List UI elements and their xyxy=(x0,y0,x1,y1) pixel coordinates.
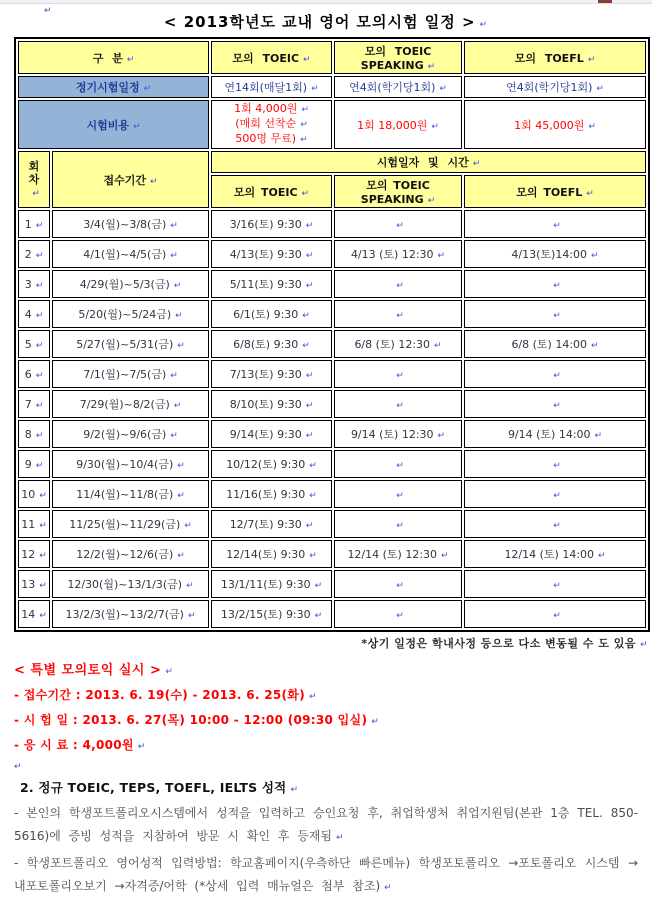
period-cell: 9/30(월)~10/4(금) ↵ xyxy=(52,450,209,478)
speaking-cell: 6/8 (토) 12:30 ↵ xyxy=(334,330,462,358)
header-mock-toeic-speaking: 모의 TOEIC SPEAKING ↵ xyxy=(334,41,462,74)
toeic-cell: 12/14(토) 9:30 ↵ xyxy=(211,540,332,568)
toeic-cell: 11/16(토) 9:30 ↵ xyxy=(211,480,332,508)
toefl-cell xyxy=(464,510,646,538)
schedule-footnote: *상기 일정은 학내사정 등으로 다소 변동될 수 도 있음 ↵ xyxy=(0,635,648,651)
round-cell: 1 ↵ xyxy=(18,210,50,238)
speaking-cell: 4/13 (토) 12:30 ↵ xyxy=(334,240,462,268)
toeic-cell: 9/14(토) 9:30 ↵ xyxy=(211,420,332,448)
period-cell: 7/1(월)~7/5(금) ↵ xyxy=(52,360,209,388)
round-cell: 11 ↵ xyxy=(18,510,50,538)
special-mock-toeic-section xyxy=(14,659,652,753)
label-exam-fee: 시험비용 ↵ xyxy=(18,100,209,149)
round-cell: 6 ↵ xyxy=(18,360,50,388)
speaking-cell xyxy=(334,270,462,298)
toeic-cell: 6/1(토) 9:30 ↵ xyxy=(211,300,332,328)
speaking-cell xyxy=(334,450,462,478)
header-mock-toefl: 모의 TOEFL ↵ xyxy=(464,41,646,74)
header-registration-period: 접수기간 ↵ xyxy=(52,151,209,208)
table-row xyxy=(18,600,646,628)
period-cell: 12/30(월)~13/1/3(금) ↵ xyxy=(52,570,209,598)
header-category: 구 분 ↵ xyxy=(18,41,209,74)
round-cell: 2 ↵ xyxy=(18,240,50,268)
toefl-cell: 9/14 (토) 14:00 ↵ xyxy=(464,420,646,448)
schedule-speaking-cell: 연4회(학기당1회) ↵ xyxy=(334,76,462,98)
speaking-cell xyxy=(334,480,462,508)
period-cell: 12/2(월)~12/6(금) ↵ xyxy=(52,540,209,568)
speaking-cell xyxy=(334,600,462,628)
toefl-cell xyxy=(464,270,646,298)
toefl-cell xyxy=(464,300,646,328)
toeic-cell: 7/13(토) 9:30 ↵ xyxy=(211,360,332,388)
header-exam-date-time: 시험일자 및 시간 ↵ xyxy=(211,151,646,173)
special-exam-fee: - 응 시 료 : 4,000원 ↵ xyxy=(14,736,652,753)
toeic-cell: 8/10(토) 9:30 ↵ xyxy=(211,390,332,418)
toeic-cell: 12/7(토) 9:30 ↵ xyxy=(211,510,332,538)
period-cell: 4/29(월)~5/3(금) ↵ xyxy=(52,270,209,298)
subheader-mock-toeic: 모의 TOEIC ↵ xyxy=(211,175,332,208)
table-row xyxy=(18,240,646,268)
special-registration-period: - 접수기간 : 2013. 6. 19(수) - 2013. 6. 25(화) ↵ xyxy=(14,686,652,703)
table-row xyxy=(18,76,646,98)
toefl-cell xyxy=(464,480,646,508)
toefl-cell xyxy=(464,450,646,478)
period-cell: 5/20(월)~5/24금) ↵ xyxy=(52,300,209,328)
table-row xyxy=(18,420,646,448)
period-cell: 11/4(월)~11/8(금) ↵ xyxy=(52,480,209,508)
toefl-cell xyxy=(464,210,646,238)
period-cell: 13/2/3(월)~13/2/7(금) ↵ xyxy=(52,600,209,628)
fee-toeic-cell: 1회 4,000원 ↵ (매회 선착순 ↵ 500명 무료) ↵ xyxy=(211,100,332,149)
paragraph-mark-icon xyxy=(44,5,52,16)
table-row xyxy=(18,210,646,238)
table-row xyxy=(18,330,646,358)
speaking-cell: 12/14 (토) 12:30 ↵ xyxy=(334,540,462,568)
toeic-cell: 10/12(토) 9:30 ↵ xyxy=(211,450,332,478)
toefl-cell xyxy=(464,570,646,598)
regular-score-section xyxy=(14,778,638,900)
toeic-cell: 5/11(토) 9:30 ↵ xyxy=(211,270,332,298)
special-section-title: < 특별 모의토익 실시 > ↵ xyxy=(14,659,652,678)
round-cell: 9 ↵ xyxy=(18,450,50,478)
table-row xyxy=(18,300,646,328)
speaking-cell xyxy=(334,390,462,418)
table-row xyxy=(18,540,646,568)
period-cell: 4/1(월)~4/5(금) ↵ xyxy=(52,240,209,268)
speaking-cell xyxy=(334,570,462,598)
speaking-cell: 9/14 (토) 12:30 ↵ xyxy=(334,420,462,448)
round-cell: 4 ↵ xyxy=(18,300,50,328)
toefl-cell xyxy=(464,600,646,628)
table-row xyxy=(18,360,646,388)
toefl-cell xyxy=(464,360,646,388)
round-cell: 13 ↵ xyxy=(18,570,50,598)
period-cell: 11/25(월)~11/29(금) ↵ xyxy=(52,510,209,538)
fee-toefl-cell: 1회 45,000원 ↵ xyxy=(464,100,646,149)
toeic-cell: 6/8(토) 9:30 ↵ xyxy=(211,330,332,358)
header-round: 회차 ↵ xyxy=(18,151,50,208)
schedule-toeic-cell: 연14회(매달1회) ↵ xyxy=(211,76,332,98)
round-cell: 3 ↵ xyxy=(18,270,50,298)
toeic-cell: 3/16(토) 9:30 ↵ xyxy=(211,210,332,238)
regular-score-paragraph-1: - 본인의 학생포트폴리오시스템에서 성적을 입력하고 승인요청 후, 취업학생처 취업지원팀(본관 1층 TEL. 850-5616)에 증빙 성적을 지참하여 방문 시 확인 후 등재됨 ↵ xyxy=(14,802,638,850)
page-title: < 2013학년도 교내 영어 모의시험 일정 > ↵ xyxy=(0,11,652,32)
toeic-cell: 13/2/15(토) 9:30 ↵ xyxy=(211,600,332,628)
toeic-cell: 13/1/11(토) 9:30 ↵ xyxy=(211,570,332,598)
round-cell: 5 ↵ xyxy=(18,330,50,358)
speaking-cell xyxy=(334,210,462,238)
table-row xyxy=(18,100,646,149)
toefl-cell: 4/13(토)14:00 ↵ xyxy=(464,240,646,268)
round-cell: 14 ↵ xyxy=(18,600,50,628)
period-cell: 9/2(월)~9/6(금) ↵ xyxy=(52,420,209,448)
label-regular-schedule: 정기시험일정 ↵ xyxy=(18,76,209,98)
table-row xyxy=(18,480,646,508)
period-cell: 3/4(월)~3/8(금) ↵ xyxy=(52,210,209,238)
period-cell: 7/29(월)~8/2(금) ↵ xyxy=(52,390,209,418)
fee-speaking-cell: 1회 18,000원 ↵ xyxy=(334,100,462,149)
schedule-toefl-cell: 연4회(학기당1회) ↵ xyxy=(464,76,646,98)
round-cell: 8 ↵ xyxy=(18,420,50,448)
table-row xyxy=(18,510,646,538)
speaking-cell xyxy=(334,360,462,388)
subheader-mock-toefl: 모의 TOEFL ↵ xyxy=(464,175,646,208)
table-row xyxy=(18,151,646,173)
speaking-cell xyxy=(334,510,462,538)
table-row xyxy=(18,450,646,478)
speaking-cell xyxy=(334,300,462,328)
paragraph-mark-icon xyxy=(14,761,652,772)
ruler-marker xyxy=(598,0,612,3)
table-row xyxy=(18,390,646,418)
special-exam-date: - 시 험 일 : 2013. 6. 27(목) 10:00 - 12:00 (09:30 입실) ↵ xyxy=(14,711,652,728)
round-cell: 7 ↵ xyxy=(18,390,50,418)
toefl-cell: 6/8 (토) 14:00 ↵ xyxy=(464,330,646,358)
window-ruler-strip xyxy=(0,0,652,4)
period-cell: 5/27(월)~5/31(금) ↵ xyxy=(52,330,209,358)
exam-schedule-table xyxy=(14,37,650,632)
toeic-cell: 4/13(토) 9:30 ↵ xyxy=(211,240,332,268)
regular-score-title: 2. 정규 TOEIC, TEPS, TOEFL, IELTS 성적 ↵ xyxy=(20,778,638,796)
subheader-mock-toeic-speaking: 모의 TOEIC SPEAKING ↵ xyxy=(334,175,462,208)
table-row xyxy=(18,270,646,298)
regular-score-paragraph-2: - 학생포트폴리오 영어성적 입력방법: 학교홈페이지(우측하단 빠른메뉴) 학생포토폴리오 →포토폴리오 시스템 →내포토폴리오보기 →자격증/어학 (*상세 입력 매뉴얼은 첨부 참조) ↵ xyxy=(14,852,638,900)
toefl-cell xyxy=(464,390,646,418)
toefl-cell: 12/14 (토) 14:00 ↵ xyxy=(464,540,646,568)
round-cell: 12 ↵ xyxy=(18,540,50,568)
table-row xyxy=(18,41,646,74)
table-row xyxy=(18,570,646,598)
header-mock-toeic: 모의 TOEIC ↵ xyxy=(211,41,332,74)
round-cell: 10 ↵ xyxy=(18,480,50,508)
